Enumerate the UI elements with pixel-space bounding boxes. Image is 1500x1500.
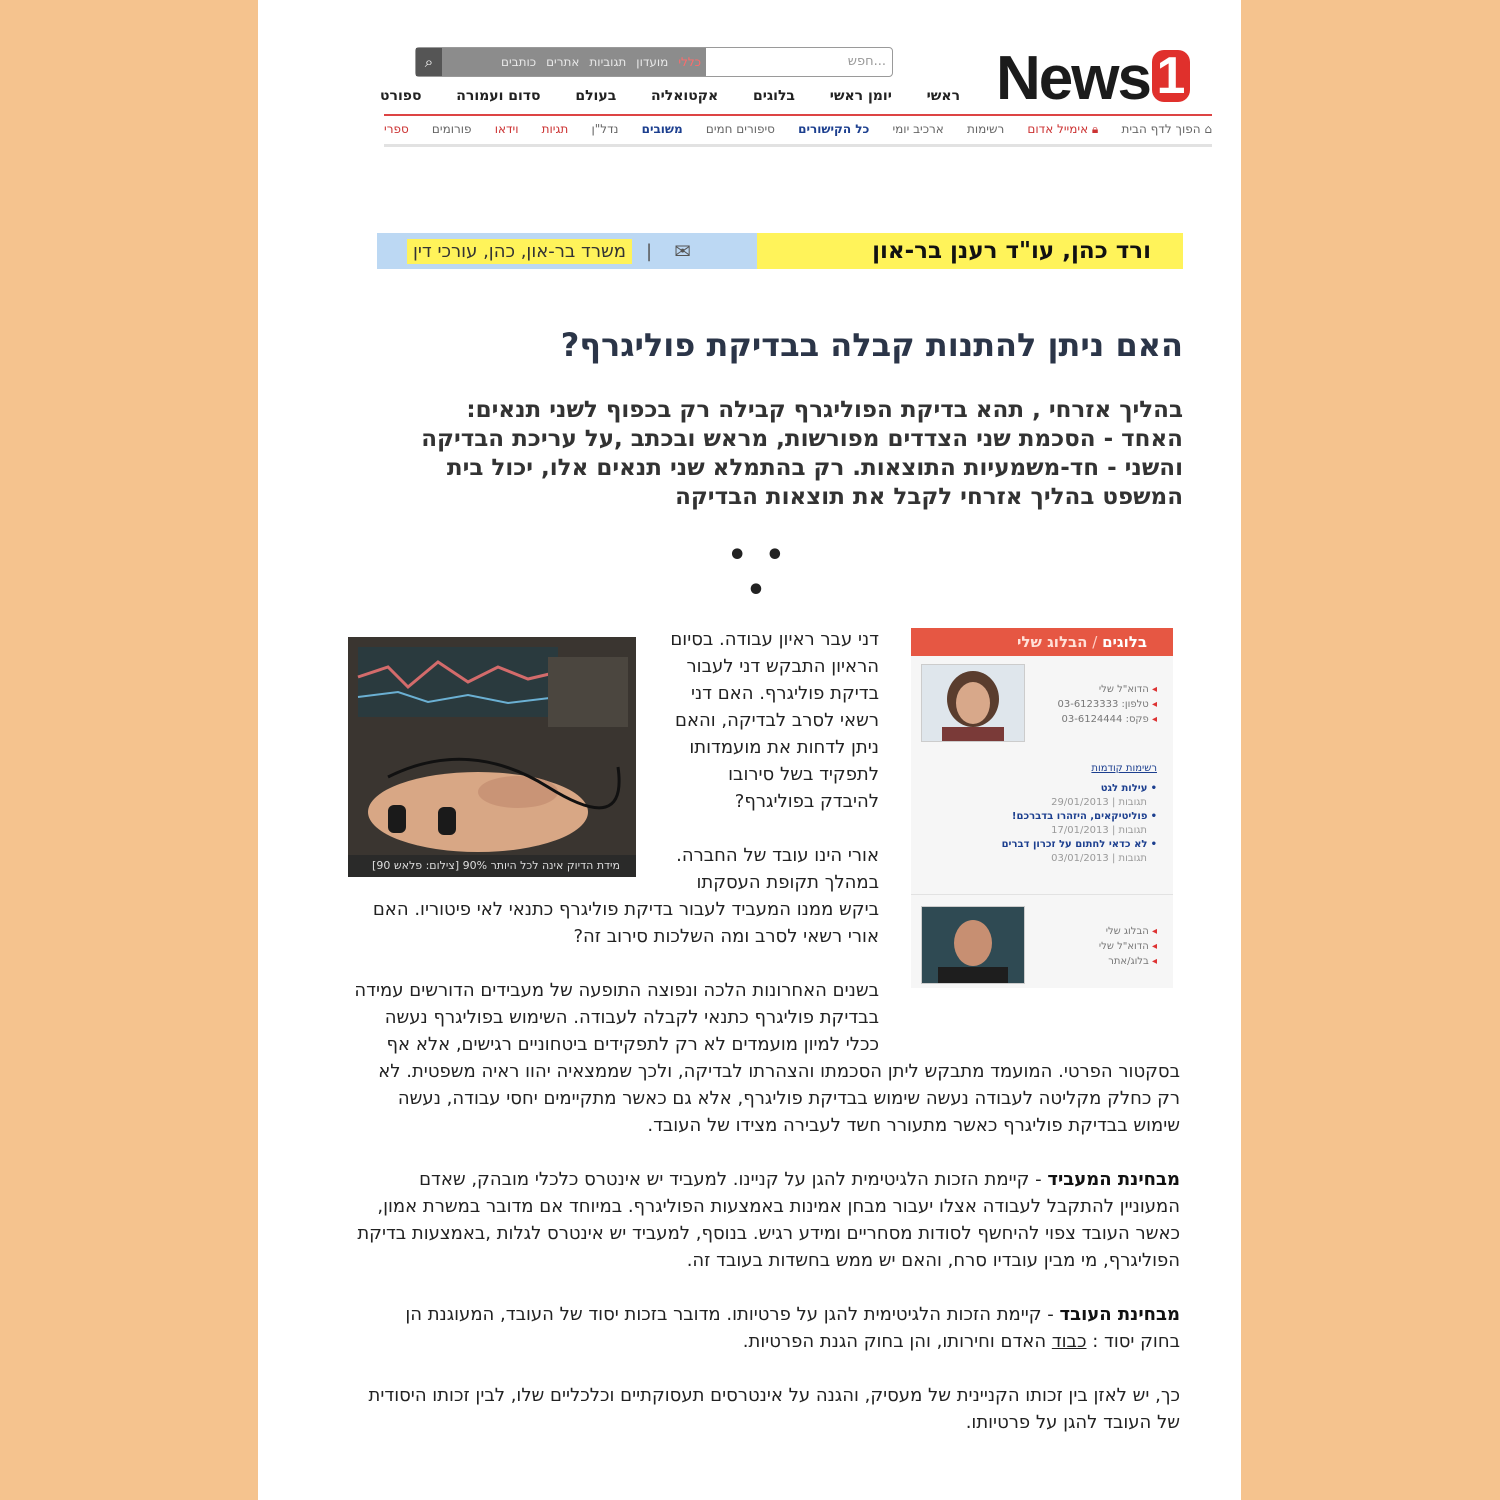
text-line: ביקש ממנו המעביד לעבור בדיקת פוליגרף כתנאי לאי פיטוריו. האם <box>372 899 879 920</box>
triangle-icon: ◂ <box>1151 714 1157 725</box>
article-title: האם ניתן להתנות קבלה בבדיקת פוליגרף? <box>560 326 1183 364</box>
text-line: רק כחלק מקליטה לעבודה נעשה שימוש בבדיקת פוליגרף, אלא גם כאשר מתקיימים יחסי עבודה, נעשה <box>397 1088 1180 1109</box>
nav-item[interactable]: בעולם <box>575 88 617 104</box>
text-line: אורי רשאי לסרב ומה השלכות סירוב זה? <box>573 926 879 947</box>
nav-item[interactable]: יומן ראשי <box>829 88 892 104</box>
text-line: ניתן לדחות את מועמדותו <box>689 737 879 758</box>
newspaper-clipping <box>258 0 1241 1500</box>
recent-posts <box>937 762 1157 866</box>
article-photo <box>348 637 636 877</box>
stories-link[interactable]: סיפורים חמים <box>705 122 775 136</box>
logo-word: News <box>996 44 1150 113</box>
nav-item[interactable]: אקטואליה <box>651 88 719 104</box>
text-line <box>318 1166 1180 1193</box>
triangle-icon: ◂ <box>1151 941 1157 952</box>
my-blog-label[interactable]: הבלוג שלי <box>1017 633 1088 651</box>
my-blog-link-label: הבלוג שלי <box>1105 926 1149 937</box>
search-category[interactable]: כללי <box>678 55 701 69</box>
post-meta: תגובות | 29/01/2013 <box>1051 797 1147 808</box>
text-line: של העובד להגן על פרטיותו. <box>965 1412 1180 1433</box>
paragraph-3-cont <box>318 1058 1180 1139</box>
text-line <box>318 1328 1180 1355</box>
email-link[interactable] <box>1027 682 1157 697</box>
blogs-label[interactable]: בלוגים <box>1102 633 1147 651</box>
home-link-label: הפוך לדף הבית <box>1121 122 1201 136</box>
search-category[interactable]: אתרים <box>546 55 580 69</box>
lead-line: בהליך אזרחי , תהא בדיקת הפוליגרף קבילה רק בכפוף לשני תנאים: <box>466 397 1183 423</box>
photo-caption <box>348 855 636 877</box>
text-line: להיבדק בפוליגרף? <box>734 791 879 812</box>
post-item <box>937 838 1157 852</box>
dignity-link[interactable]: כבוד <box>1051 1331 1087 1352</box>
site-link[interactable] <box>1037 954 1157 969</box>
author-links <box>1037 924 1157 969</box>
tags-link[interactable]: תגיות <box>541 122 569 136</box>
text-line: שימוש בבדיקת פוליגרף כאשר מתעורר חשד לעבירה מצידו של העובד. <box>647 1115 1180 1136</box>
post-item <box>937 782 1157 796</box>
employer-paragraph <box>318 1166 1180 1274</box>
post-link[interactable]: פוליטיקאים, היזהרו בדברכם! <box>1011 811 1148 822</box>
conclusion-paragraph <box>318 1382 1180 1436</box>
author-avatar[interactable] <box>921 906 1025 984</box>
author-avatar[interactable] <box>921 664 1025 742</box>
paragraph-2-cont <box>338 896 879 950</box>
lead-line: והשני - חד-משמעיות התוצאות. רק בהתמלא שני תנאים אלו, יכול בית <box>446 455 1183 481</box>
firm-box <box>377 233 757 269</box>
links-link[interactable]: כל הקישורים <box>798 122 870 136</box>
search-category[interactable]: כותבים <box>500 55 537 69</box>
ellipsis-divider: • • • <box>727 538 789 608</box>
caption-text: מידת הדיוק אינה לכל היותר 90% [צילום: פלאש 90] <box>372 859 620 872</box>
author-banner <box>377 233 1183 269</box>
red-email-link[interactable] <box>1027 122 1098 137</box>
post-meta: תגובות | 03/01/2013 <box>1051 853 1147 864</box>
text-span: - קיימת הזכות הלגיטימית להגן על פרטיותו. מדובר בזכות יסוד של העובד, המעוגנת הן <box>405 1304 1060 1325</box>
text-line: כאשר העובד צפוי להיחשף לסודות מסחריים ומידע רגיש. בנוסף, למעביד יש אינטרס לגלות ,באמצעות בדיקת <box>357 1223 1180 1244</box>
text-line <box>318 1301 1180 1328</box>
search-category[interactable]: מועדון <box>636 55 669 69</box>
text-line: בבדיקת פוליגרף כתנאי לקבלה לעבודה. השימוש בפוליגרף נעשה <box>384 1007 879 1028</box>
recent-posts-label[interactable]: רשימות קודמות <box>1091 763 1157 774</box>
article-lead <box>348 396 1183 512</box>
search-category[interactable]: תגוביות <box>589 55 627 69</box>
author-contact <box>1027 682 1157 727</box>
fax-label: פקס: 03-6124444 <box>1061 714 1149 725</box>
nav-item[interactable]: ספורט <box>380 88 422 104</box>
employer-heading: מבחינת המעביד <box>1047 1169 1180 1190</box>
phone-line <box>1027 697 1157 712</box>
text-line: המעוניין להתקבל לעבודה אצלו יעבור מבחן אמינות באמצעות הפוליגרף. במיוחד אם מדובר במשרת אמון, <box>377 1196 1180 1217</box>
main-nav <box>378 88 962 112</box>
paragraph-3 <box>328 977 879 1058</box>
site-link-label: בלוג/אתר <box>1108 956 1149 967</box>
search-icon[interactable]: ⌕ <box>416 48 442 76</box>
firm-name[interactable]: משרד בר-און, כהן, עורכי דין <box>407 239 632 264</box>
archive-link[interactable]: ארכיב יומי <box>892 122 944 136</box>
phone-label: טלפון: 03-6123333 <box>1057 699 1149 710</box>
nav-item[interactable]: ראשי <box>926 88 960 104</box>
home-link[interactable] <box>1121 122 1212 136</box>
text-span: האדם וחירותו, והן בחוק הגנת הפרטיות. <box>742 1331 1052 1352</box>
search-input[interactable]: חפש... <box>847 54 886 69</box>
fax-line <box>1027 712 1157 727</box>
red-email-label: אימייל אדום <box>1027 121 1089 136</box>
text-line: הראיון התבקש דני לעבור <box>686 656 879 677</box>
avatar-woman-icon <box>922 665 1024 741</box>
logo-digit: 1 <box>1152 50 1190 102</box>
search-categories <box>442 48 706 76</box>
text-line: ככלי למיון מועמדים לא רק לתפקידים ביטחוניים רגישים, אלא אף <box>386 1034 879 1055</box>
divider <box>911 894 1173 895</box>
video-link[interactable]: וידאו <box>494 122 519 136</box>
email-label: הדוא"ל שלי <box>1098 684 1149 695</box>
blog-sidebar <box>911 628 1173 988</box>
text-line: רשאי לסרב לבדיקה, והאם <box>675 710 879 731</box>
bullet-icon: • <box>1150 811 1157 822</box>
header-slash: / <box>1087 633 1103 651</box>
paragraph-2 <box>643 842 879 896</box>
text-line: הפוליגרף, מי מבין עובדיו סרח, והאם יש ממש בחשדות בעובד זה. <box>686 1250 1180 1271</box>
text-line: במהלך תקופת העסקתו <box>696 872 879 893</box>
paragraph-1 <box>643 626 879 815</box>
post-link[interactable]: עילות לגט <box>1100 783 1148 794</box>
post-meta: תגובות | 17/01/2013 <box>1051 825 1147 836</box>
blog-header <box>911 628 1173 656</box>
avatar-man-icon <box>922 907 1024 983</box>
lock-icon: 🔒︎ <box>1091 121 1099 136</box>
triangle-icon: ◂ <box>1151 699 1157 710</box>
sub-nav <box>384 114 1212 142</box>
books-link[interactable]: ספרי <box>384 122 409 136</box>
search-bar <box>415 47 893 77</box>
text-line: לתפקיד בשל סירובו <box>728 764 879 785</box>
email-label: הדוא"ל שלי <box>1098 941 1149 952</box>
envelope-icon[interactable]: ✉ <box>674 239 691 263</box>
text-line: אורי הינו עובד של החברה. <box>676 845 879 866</box>
text-line: בדיקת פוליגרף. האם דני <box>690 683 879 704</box>
triangle-icon: ◂ <box>1151 684 1157 695</box>
nav-item[interactable]: סדום ועמורה <box>456 88 541 104</box>
employee-paragraph <box>318 1301 1180 1355</box>
forums-link[interactable]: פורומים <box>431 122 472 136</box>
text-line: בשנים האחרונות הלכה ונפוצה התופעה של מעבידים הדורשים עמידה <box>354 980 879 1001</box>
text-line: דני עבר ראיון עבודה. בסיום <box>670 629 879 650</box>
post-link[interactable]: לא כדאי לחתום על זכרון דברים <box>1001 839 1148 850</box>
bullet-icon: • <box>1150 783 1157 794</box>
nav-item[interactable]: בלוגים <box>753 88 795 104</box>
employee-heading: מבחינת העובד <box>1059 1304 1180 1325</box>
lead-line: האחד - הסכמת שני הצדדים מפורשות, מראש ובכתב ,על עריכת הבדיקה <box>421 426 1183 452</box>
author-names: ורד כהן, עו"ד רענן בר-און <box>757 233 1183 269</box>
post-item <box>937 810 1157 824</box>
triangle-icon: ◂ <box>1151 956 1157 967</box>
polygraph-photo-icon <box>348 637 636 877</box>
site-logo[interactable] <box>996 44 1216 114</box>
home-icon: ⌂ <box>1204 122 1212 136</box>
text-span: - קיימת הזכות הלגיטימית להגן על קניינו. למעביד יש אינטרס כלכלי מובהק, שאדם <box>419 1169 1048 1190</box>
my-blog-link[interactable] <box>1037 924 1157 939</box>
text-line: בסקטור הפרטי. המועמד מתבקש ליתן הסכמתו והצהרתו לבדיקה, ולכך שממצאיה יהוו ראיה משפטית. לא <box>378 1061 1180 1082</box>
banner-separator: | <box>646 240 653 262</box>
divider <box>384 144 1212 147</box>
text-line: כך, יש לאזן בין זכותו הקניינית של מעסיק, והגנה על אינטרסים תעסוקתיים וכלכליים שלו, לבין זכותו היסודית <box>368 1385 1180 1406</box>
lists-link[interactable]: רשימות <box>967 122 1005 136</box>
feedback-link[interactable]: משובים <box>641 122 683 136</box>
email-link[interactable] <box>1037 939 1157 954</box>
bullet-icon: • <box>1150 839 1157 850</box>
lead-line: המשפט בהליך אזרחי לקבל את תוצאות הבדיקה <box>675 484 1183 510</box>
realestate-link[interactable]: נדל"ן <box>591 122 619 136</box>
text-span: בחוק יסוד : <box>1086 1331 1180 1352</box>
triangle-icon: ◂ <box>1151 926 1157 937</box>
